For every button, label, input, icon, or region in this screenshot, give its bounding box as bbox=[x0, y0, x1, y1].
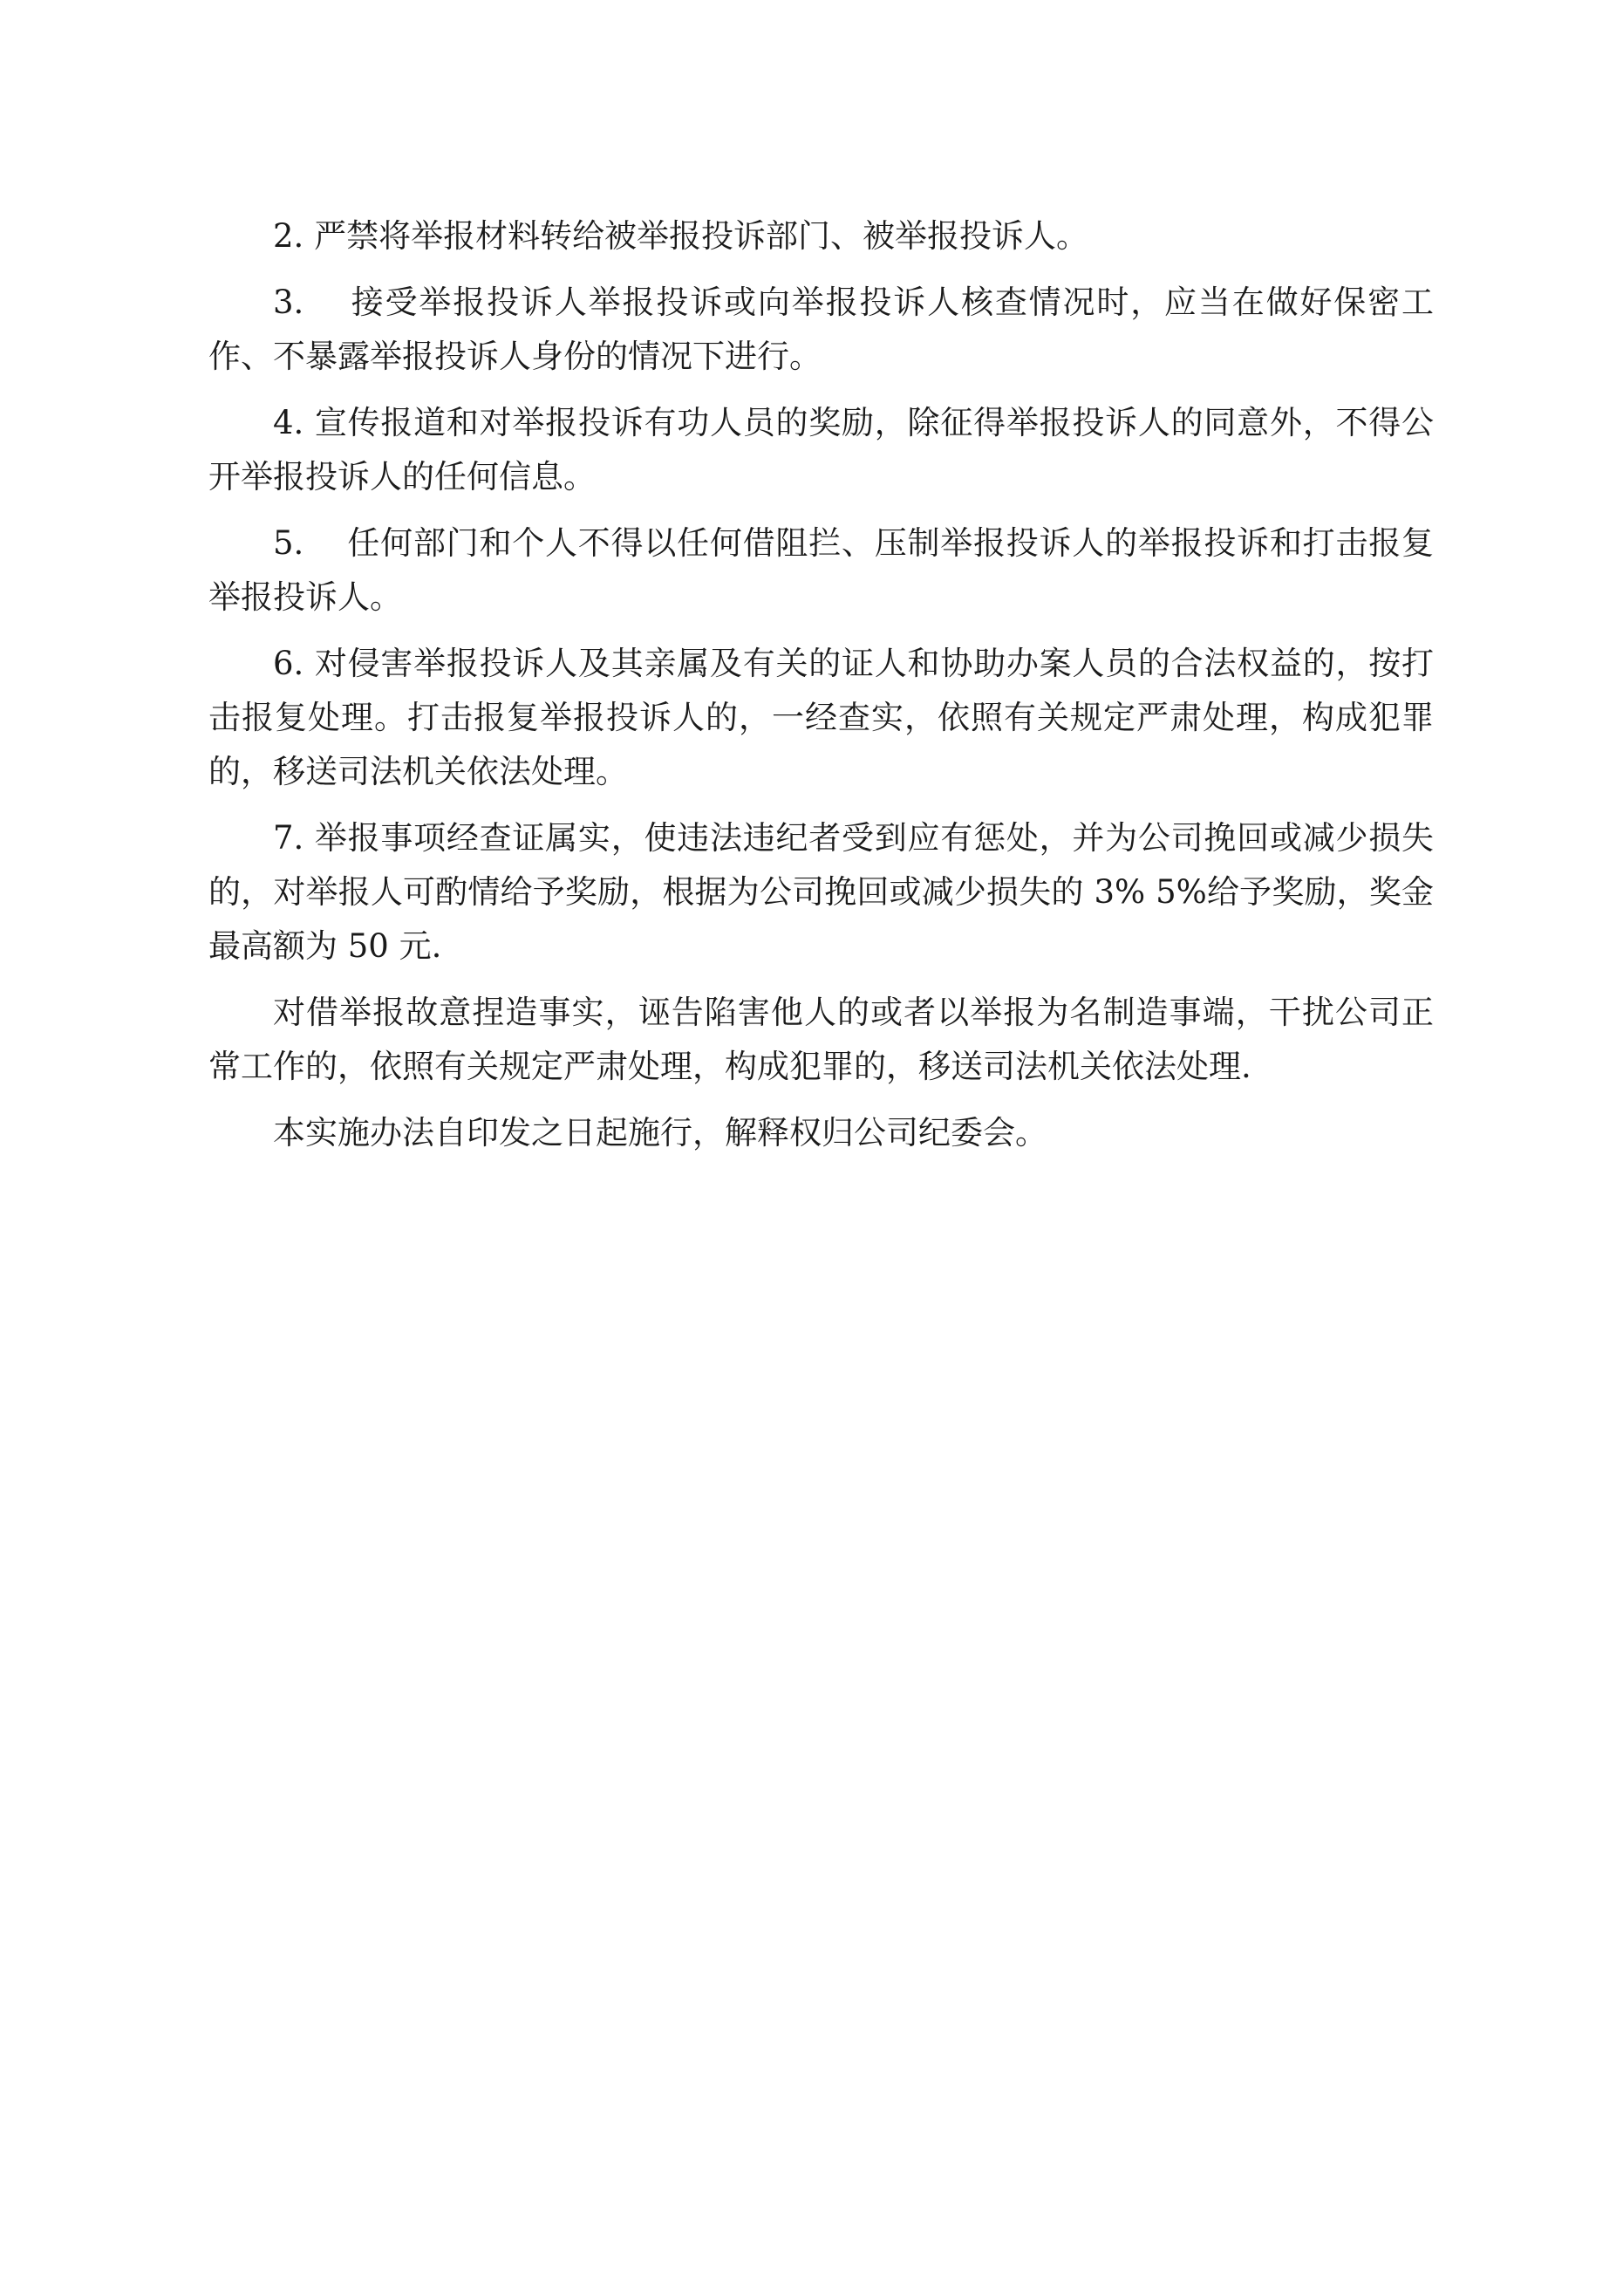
document-body bbox=[208, 209, 1434, 1172]
paragraph-item-4: 4. 宣传报道和对举报投诉有功人员的奖励，除征得举报投诉人的同意外，不得公开举报投诉人的任何信息。 bbox=[208, 404, 1434, 495]
paragraph-item-5: 5. 任何部门和个人不得以任何借阻拦、压制举报投诉人的举报投诉和打击报复举报投诉人。 bbox=[208, 524, 1434, 616]
paragraph-effective-date: 本实施办法自印发之日起施行，解释权归公司纪委会。 bbox=[273, 1114, 1047, 1151]
paragraph-item-7: 7. 举报事项经查证属实，使违法违纪者受到应有惩处，并为公司挽回或减少损失的，对举报人可酌情给予奖励，根据为公司挽回或减少损失的 3% 5%给予奖励，奖金最高额为 50 元. bbox=[208, 819, 1434, 965]
paragraph-false-report: 对借举报故意捏造事实，诬告陷害他人的或者以举报为名制造事端，干扰公司正常工作的，依照有关规定严肃处理，构成犯罪的，移送司法机关依法处理. bbox=[208, 994, 1434, 1085]
paragraph-item-6: 6. 对侵害举报投诉人及其亲属及有关的证人和协助办案人员的合法权益的，按打击报复处理。打击报复举报投诉人的，一经查实，依照有关规定严肃处理，构成犯罪的，移送司法机关依法处理。 bbox=[208, 645, 1434, 790]
paragraph-item-2: 2. 严禁将举报材料转给被举报投诉部门、被举报投诉人。 bbox=[273, 217, 1089, 255]
paragraph-item-3: 3. 接受举报投诉人举报投诉或向举报投诉人核查情况时，应当在做好保密工作、不暴露举报投诉人身份的情况下进行。 bbox=[208, 284, 1434, 375]
